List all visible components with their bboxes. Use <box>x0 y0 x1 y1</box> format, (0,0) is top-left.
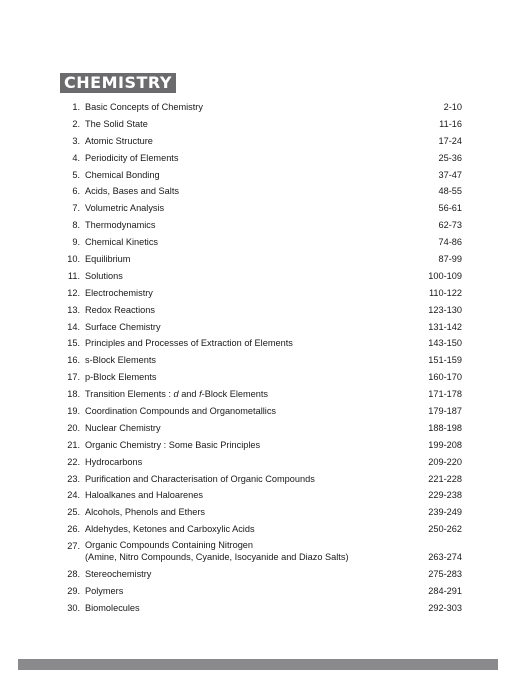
entry-number: 6. <box>72 186 80 197</box>
toc-entry <box>60 285 462 302</box>
toc-entry <box>60 217 462 234</box>
entry-pages: 199-208 <box>428 439 462 450</box>
entry-number: 7. <box>72 203 80 214</box>
entry-pages: 263-274 <box>428 552 462 563</box>
entry-pages: 11-16 <box>439 118 462 129</box>
entry-pages: 123-130 <box>428 304 462 315</box>
toc-entry <box>60 420 462 437</box>
toc-entry <box>60 302 462 319</box>
entry-number: 18. <box>67 389 80 400</box>
entry-title: Solutions <box>85 270 123 281</box>
entry-title-part: Transition Elements : <box>85 389 174 400</box>
toc-entry <box>60 234 462 251</box>
toc-entry <box>60 403 462 420</box>
entry-number: 21. <box>67 439 80 450</box>
entry-pages: 87-99 <box>438 254 462 265</box>
entry-title: Chemical Bonding <box>85 169 160 180</box>
entry-pages: 25-36 <box>438 152 462 163</box>
entry-title: Haloalkanes and Haloarenes <box>85 490 203 501</box>
entry-title: Acids, Bases and Salts <box>85 186 179 197</box>
toc-entry <box>60 116 462 133</box>
entry-pages: 151-159 <box>428 355 462 366</box>
entry-number: 11. <box>67 270 80 281</box>
entry-title: The Solid State <box>85 118 148 129</box>
entry-pages: 37-47 <box>438 169 462 180</box>
entry-number: 8. <box>72 220 80 231</box>
entry-number: 26. <box>67 524 80 535</box>
entry-number: 10. <box>67 254 80 265</box>
entry-title: Hydrocarbons <box>85 456 143 467</box>
toc-entry <box>60 437 462 454</box>
entry-pages: 17-24 <box>438 135 462 146</box>
entry-title: Aldehydes, Ketones and Carboxylic Acids <box>85 524 255 535</box>
entry-title: Surface Chemistry <box>85 321 161 332</box>
entry-number: 14. <box>67 321 80 332</box>
entry-title: Periodicity of Elements <box>85 152 179 163</box>
entry-number: 12. <box>67 287 80 298</box>
entry-number: 19. <box>67 406 80 417</box>
entry-number: 17. <box>67 372 80 383</box>
entry-subtitle: (Amine, Nitro Compounds, Cyanide, Isocyanide and Diazo Salts) <box>85 551 349 562</box>
toc-entry <box>60 471 462 488</box>
toc-entry <box>60 566 462 583</box>
entry-title: Coordination Compounds and Organometallics <box>85 406 277 417</box>
entry-pages: 2-10 <box>443 102 462 112</box>
toc-entry <box>60 521 462 538</box>
toc-entry <box>60 319 462 336</box>
toc-entry <box>60 133 462 150</box>
entry-title: Basic Concepts of Chemistry <box>85 102 203 112</box>
footer-bar <box>18 659 498 670</box>
toc-entry <box>60 99 462 116</box>
entry-pages: 239-249 <box>428 507 462 518</box>
entry-number: 9. <box>72 237 80 248</box>
toc-entry <box>60 386 462 403</box>
entry-pages: 131-142 <box>428 321 462 332</box>
entry-pages: 292-303 <box>428 602 462 613</box>
toc-entry <box>60 352 462 369</box>
entry-pages: 179-187 <box>428 406 462 417</box>
entry-number: 20. <box>67 422 80 433</box>
entry-title-main: Organic Compounds Containing Nitrogen <box>85 540 254 551</box>
entry-title: Alcohols, Phenols and Ethers <box>85 507 206 518</box>
entry-pages: 62-73 <box>438 220 462 231</box>
entry-pages: 250-262 <box>428 524 462 535</box>
entry-title-italic: f <box>199 389 202 400</box>
entry-title: Stereochemistry <box>85 569 152 580</box>
table-of-contents <box>60 99 462 617</box>
entry-number: 27. <box>67 541 80 552</box>
entry-number: 16. <box>67 355 80 366</box>
entry-number: 5. <box>72 169 80 180</box>
entry-pages: 209-220 <box>428 456 462 467</box>
toc-entry <box>60 335 462 352</box>
entry-pages: 221-228 <box>428 473 462 484</box>
entry-title: Chemical Kinetics <box>85 237 159 248</box>
entry-title: Equilibrium <box>85 254 131 265</box>
toc-entry <box>60 600 462 617</box>
entry-title-part: -Block Elements <box>201 389 269 400</box>
entry-title <box>80 386 402 403</box>
entry-title: Thermodynamics <box>85 220 156 231</box>
entry-number: 25. <box>67 507 80 518</box>
toc-entry <box>60 183 462 200</box>
entry-pages: 160-170 <box>428 372 462 383</box>
section-heading: CHEMISTRY <box>60 73 176 93</box>
entry-title: Redox Reactions <box>85 304 155 315</box>
entry-title: Polymers <box>85 586 124 597</box>
entry-pages: 143-150 <box>428 338 462 349</box>
entry-pages: 100-109 <box>428 270 462 281</box>
entry-number: 4. <box>72 152 80 163</box>
entry-title: Principles and Processes of Extraction of Elements <box>85 338 293 349</box>
entry-pages: 110-122 <box>428 287 462 298</box>
toc-entry <box>60 504 462 521</box>
entry-pages: 275-283 <box>428 569 462 580</box>
toc-entry <box>60 454 462 471</box>
entry-number: 23. <box>67 473 80 484</box>
toc-entry <box>60 251 462 268</box>
entry-title-italic: d <box>173 389 179 400</box>
entry-title: Electrochemistry <box>85 287 153 298</box>
entry-pages: 48-55 <box>438 186 462 197</box>
toc-entry <box>60 538 462 566</box>
entry-pages: 171-178 <box>428 389 462 400</box>
toc-entry <box>60 268 462 285</box>
entry-number: 22. <box>67 456 80 467</box>
entry-pages: 229-238 <box>428 490 462 501</box>
entry-number: 29. <box>67 586 80 597</box>
entry-title-part: and <box>178 389 200 400</box>
toc-entry <box>60 369 462 386</box>
entry-title: Purification and Characterisation of Organic Compounds <box>85 473 315 484</box>
entry-title: Biomolecules <box>85 602 140 613</box>
entry-number: 13. <box>67 304 80 315</box>
entry-number: 2. <box>72 118 80 129</box>
entry-number: 24. <box>67 490 80 501</box>
toc-entry <box>60 150 462 167</box>
entry-title: p-Block Elements <box>85 372 157 383</box>
entry-pages: 56-61 <box>438 203 462 214</box>
entry-pages: 188-198 <box>428 422 462 433</box>
entry-number: 30. <box>67 602 80 613</box>
entry-pages: 74-86 <box>438 237 462 248</box>
entry-number: 28. <box>67 569 80 580</box>
toc-entry <box>60 200 462 217</box>
entry-title: Volumetric Analysis <box>85 203 165 214</box>
toc-entry <box>60 167 462 184</box>
entry-number: 1. <box>72 102 80 112</box>
toc-entry <box>60 487 462 504</box>
entry-number: 3. <box>72 135 80 146</box>
entry-title: s-Block Elements <box>85 355 156 366</box>
entry-title: Nuclear Chemistry <box>85 422 161 433</box>
entry-number: 15. <box>67 338 80 349</box>
entry-pages: 284-291 <box>428 586 462 597</box>
entry-title: Atomic Structure <box>85 135 153 146</box>
toc-entry <box>60 583 462 600</box>
entry-title <box>80 538 402 563</box>
entry-title: Organic Chemistry : Some Basic Principles <box>85 439 261 450</box>
